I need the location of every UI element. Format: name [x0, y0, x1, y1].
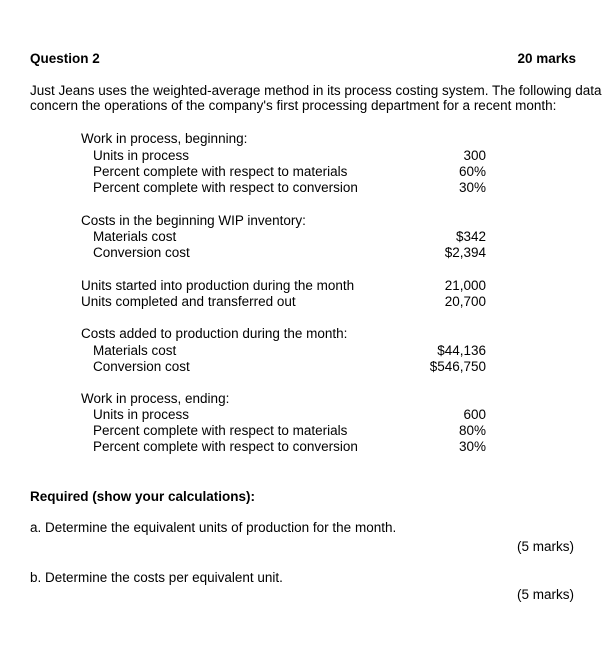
row-label: Units completed and transferred out	[81, 294, 296, 309]
row-label: Units started into production during the month	[81, 278, 355, 293]
row-label: Materials cost	[93, 229, 177, 244]
row-label: Percent complete with respect to materials	[93, 164, 348, 179]
part-a-text: a. Determine the equivalent units of production for the month.	[30, 520, 397, 535]
row-value: 80%	[458, 423, 486, 438]
row-value: 20,700	[444, 294, 486, 309]
row-value: $546,750	[429, 359, 486, 374]
part-a-marks: (5 marks)	[517, 539, 574, 554]
question-title: Question 2	[30, 51, 100, 66]
row-value: 600	[463, 407, 486, 422]
part-b-text: b. Determine the costs per equivalent unit.	[30, 570, 283, 585]
row-label: Units in process	[93, 148, 190, 163]
group-heading-wip-ending: Work in process, ending:	[81, 391, 230, 406]
row-label: Conversion cost	[93, 245, 190, 260]
group-heading-beginning-costs: Costs in the beginning WIP inventory:	[81, 213, 306, 228]
row-value: $44,136	[437, 343, 486, 358]
total-marks: 20 marks	[517, 51, 576, 66]
intro-line-1: Just Jeans uses the weighted-average method in its process costing system. The following data	[30, 83, 602, 98]
required-heading: Required (show your calculations):	[30, 489, 256, 504]
row-label: Percent complete with respect to conversion	[93, 180, 358, 195]
group-heading-wip-beginning: Work in process, beginning:	[81, 131, 248, 146]
row-value: $2,394	[444, 245, 486, 260]
row-value: 21,000	[444, 278, 486, 293]
part-b-marks: (5 marks)	[517, 587, 574, 602]
row-value: 60%	[458, 164, 486, 179]
row-label: Materials cost	[93, 343, 177, 358]
row-value: 300	[463, 148, 486, 163]
row-value: $342	[455, 229, 486, 244]
intro-line-2: concern the operations of the company's first processing department for a recent month:	[30, 98, 557, 113]
row-value: 30%	[458, 439, 486, 454]
group-heading-costs-added: Costs added to production during the month:	[81, 326, 348, 341]
row-label: Conversion cost	[93, 359, 190, 374]
row-label: Percent complete with respect to conversion	[93, 439, 358, 454]
row-label: Percent complete with respect to materials	[93, 423, 348, 438]
row-value: 30%	[458, 180, 486, 195]
row-label: Units in process	[93, 407, 190, 422]
